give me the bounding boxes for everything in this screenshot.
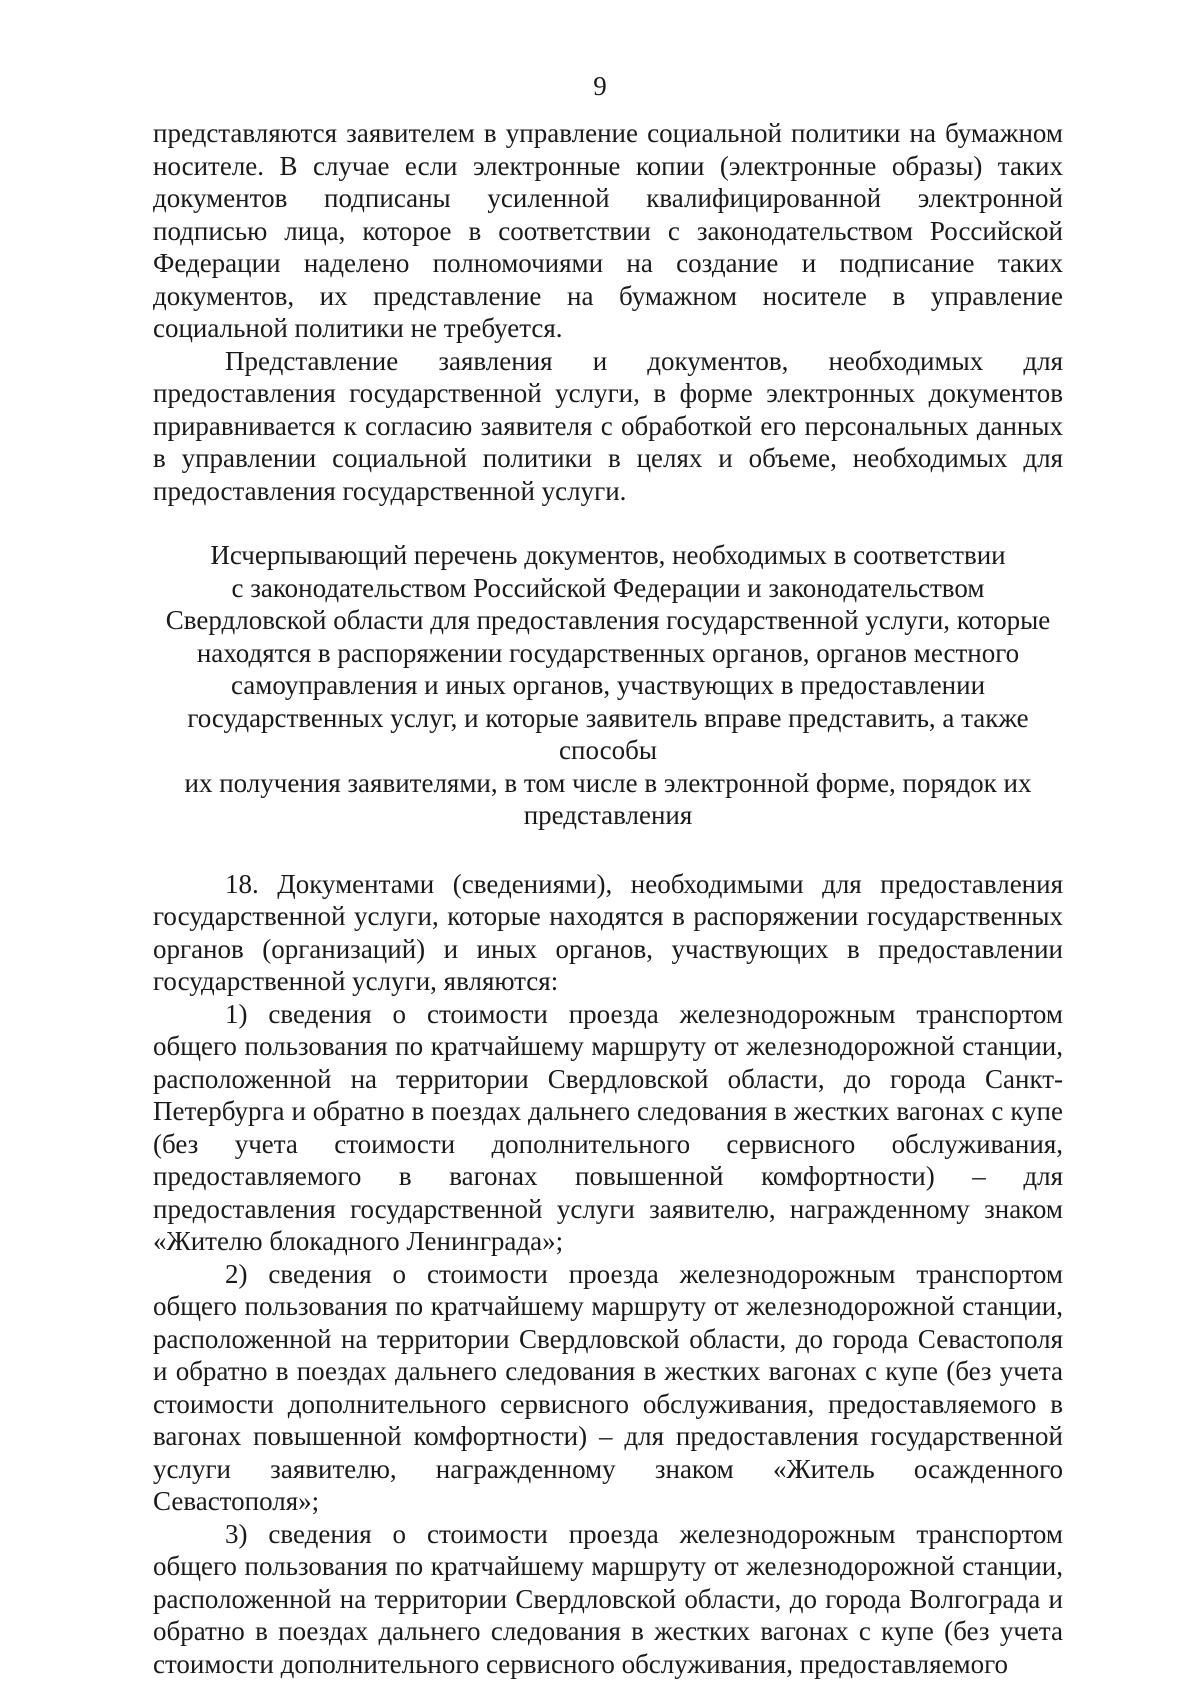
heading-line: с законодательством Российской Федерации и законодательством [231, 572, 985, 603]
paragraph-electronic-consent: Представление заявления и документов, необходимых для предоставления государственной услуги, в форме электронных документов приравнивается к согласию заявителя с обработкой его персональных данных в управлении социальной политики в целях и объеме, необходимых для предоставления государственной услуги. [153, 345, 1063, 506]
heading-line: представления [523, 800, 693, 830]
document-body [153, 117, 1063, 1680]
page-number: 9 [593, 71, 607, 101]
heading-line: находятся в распоряжении государственных органов, органов местного [196, 637, 1020, 668]
heading-line: их получения заявителями, в том числе в электронной форме, порядок их [184, 767, 1032, 798]
paragraph-item-18: 18. Документами (сведениями), необходимыми для предоставления государственной услуги, которые находятся в распоряжении государственных органов (организаций) и иных органов, участвующих в предоставлении государственной услуги, являются: [153, 868, 1063, 996]
paragraph-subitem-1: 1) сведения о стоимости проезда железнодорожным транспортом общего пользования по кратчайшему маршруту от железнодорожной станции, расположенной на территории Свердловской области, до города Санкт-Петербурга и обратно в поездах дальнего следования в жестких вагонах с купе (без учета стоимости дополнительного сервисного обслуживания, предоставляемого в вагонах повышенной комфортности) – для предоставления государственной услуги заявителю, награжденному знаком «Жителю блокадного Ленинграда»; [153, 998, 1063, 1256]
heading-line: Свердловской области для предоставления государственной услуги, которые [165, 605, 1051, 635]
section-heading [153, 539, 1063, 832]
paragraph-subitem-2: 2) сведения о стоимости проезда железнодорожным транспортом общего пользования по кратчайшему маршруту от железнодорожной станции, расположенной на территории Свердловской области, до города Севастополя и обратно в поездах дальнего следования в жестких вагонах с купе (без учета стоимости дополнительного сервисного обслуживания, предоставляемого в вагонах повышенной комфортности) – для предоставления государственной услуги заявителю, награжденному знаком «Житель осажденного Севастополя»; [153, 1258, 1063, 1516]
heading-line: государственных услуг, и которые заявитель вправе представить, а также способы [187, 702, 1029, 765]
heading-line: Исчерпывающий перечень документов, необходимых в соответствии [210, 540, 1006, 570]
paragraph-subitem-3: 3) сведения о стоимости проезда железнодорожным транспортом общего пользования по кратчайшему маршруту от железнодорожной станции, расположенной на территории Свердловской области, до города Волгограда и обратно в поездах дальнего следования в жестких вагонах с купе (без учета стоимости дополнительного сервисного обслуживания, предоставляемого [153, 1518, 1063, 1679]
paragraph-continuation: представляются заявителем в управление социальной политики на бумажном носителе. В случае если электронные копии (электронные образы) таких документов подписаны усиленной квалифицированной электронной подписью лица, которое в соответствии с законодательством Российской Федерации наделено полномочиями на создание и подписание таких документов, их представление на бумажном носителе в управление социальной политики не требуется. [153, 118, 1063, 343]
heading-line: самоуправления и иных органов, участвующих в предоставлении [230, 670, 986, 700]
